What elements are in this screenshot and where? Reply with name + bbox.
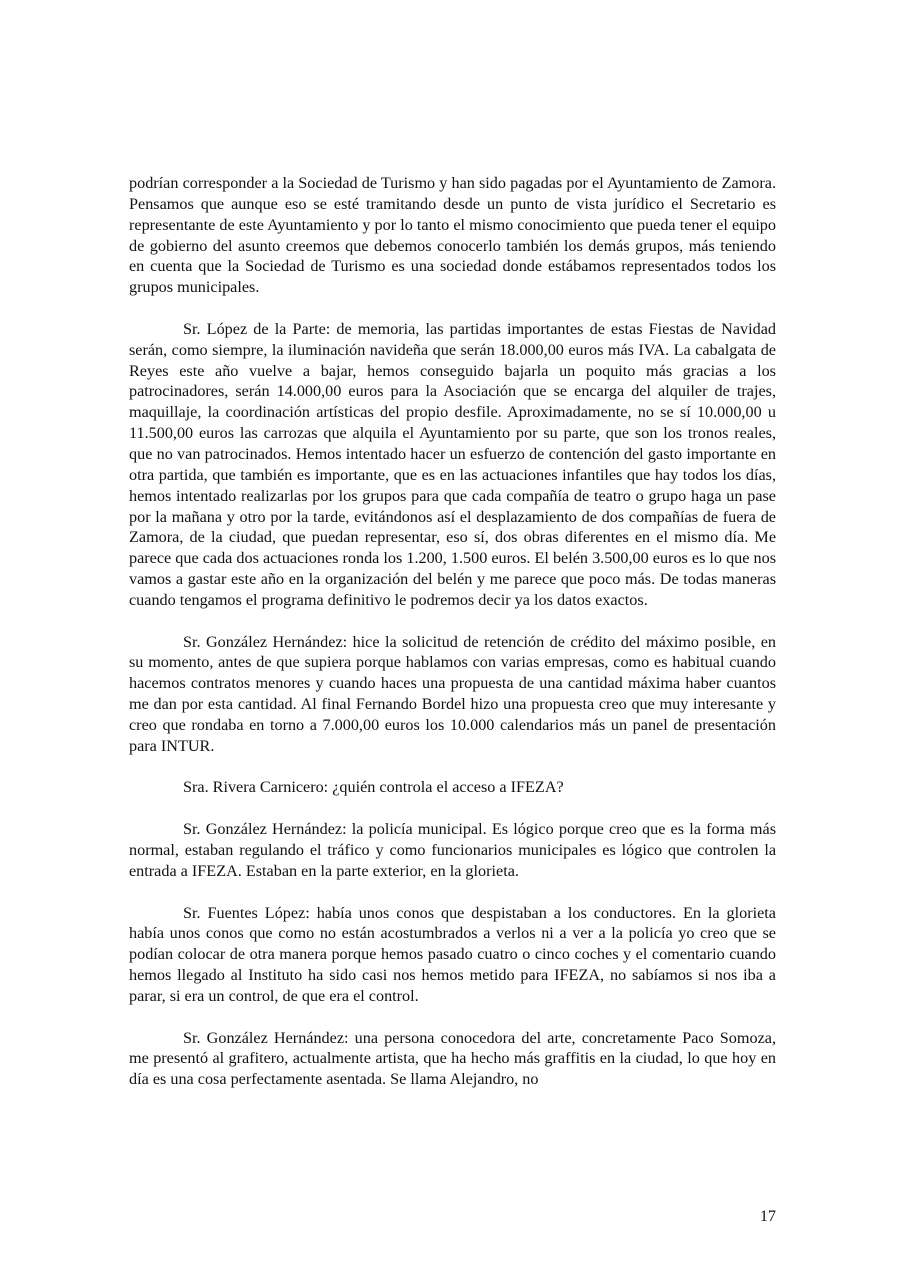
paragraph-6: Sr. Fuentes López: había unos conos que despistaban a los conductores. En la glorieta había unos conos que como no están acostumbrados a verlos ni a ver a la policía yo creo que se podían colocar de otra manera porque hemos pasado cuatro o cinco coches y el comentario cuando hemos llegado al Instituto ha sido casi nos hemos metido para IFEZA, no sabíamos si nos iba a parar, si era un control, de que era el control. [129,903,776,1005]
page-number: 17 [759,1207,776,1225]
paragraph-1: podrían corresponder a la Sociedad de Turismo y han sido pagadas por el Ayuntamiento de Zamora. Pensamos que aunque eso se esté tramitando desde un punto de vista jurídico el Secretario es representante de este Ayuntamiento y por lo tanto el mismo conocimiento que pueda tener el equipo de gobierno del asunto creemos que debemos conocerlo también los demás grupos, más teniendo en cuenta que la Sociedad de Turismo es una sociedad donde estábamos representados todos los grupos municipales. [129,174,776,297]
paragraph-7: Sr. González Hernández: una persona conocedora del arte, concretamente Paco Somoza, me presentó al grafitero, actualmente artista, que ha hecho más graffitis en la ciudad, lo que hoy en día es una cosa perfectamente asentada. Se llama Alejandro, no [129,1028,776,1089]
paragraph-2: Sr. López de la Parte: de memoria, las partidas importantes de estas Fiestas de Navidad serán, como siempre, la iluminación navideña que serán 18.000,00 euros más IVA. La cabalgata de Reyes este año vuelve a bajar, hemos conseguido bajarla un poquito más gracias a los patrocinadores, serán 14.000,00 euros para la Asociación que se encarga del alquiler de trajes, maquillaje, la coordinación artísticas del propio desfile. Aproximadamente, no se sí 10.000,00 u 11.500,00 euros las carrozas que alquila el Ayuntamiento por su parte, que son los tronos reales, que no van patrocinados. Hemos intentado hacer un esfuerzo de contención del gasto importante en otra partida, que también es importante, que es en las actuaciones infantiles que hay todos los días, hemos intentado realizarlas por los grupos para que cada compañía de teatro o grupo haga un pase por la mañana y otro por la tarde, evitándonos así el desplazamiento de dos compañías de fuera de Zamora, de la ciudad, que puedan representar, eso sí, dos obras diferentes en el mismo día. Me parece que cada dos actuaciones ronda los 1.200, 1.500 euros. El belén 3.500,00 euros es lo que nos vamos a gastar este año en la organización del belén y me parece que poco más. De todas maneras cuando tengamos el programa definitivo le podremos decir ya los datos exactos. [129,319,776,609]
paragraph-4: Sra. Rivera Carnicero: ¿quién controla el acceso a IFEZA? [183,778,564,797]
paragraph-3: Sr. González Hernández: hice la solicitud de retención de crédito del máximo posible, en su momento, antes de que supiera porque hablamos con varias empresas, como es habitual cuando hacemos contratos menores y cuando haces una propuesta de una cantidad máxima haber cuantos me dan por esta cantidad. Al final Fernando Bordel hizo una propuesta creo que muy interesante y creo que rondaba en torno a 7.000,00 euros los 10.000 calendarios más un panel de presentación para INTUR. [129,632,776,755]
paragraph-5: Sr. González Hernández: la policía municipal. Es lógico porque creo que es la forma más normal, estaban regulando el tráfico y como funcionarios municipales es lógico que controlen la entrada a IFEZA. Estaban en la parte exterior, en la glorieta. [129,820,776,880]
document-page [129,173,776,1111]
